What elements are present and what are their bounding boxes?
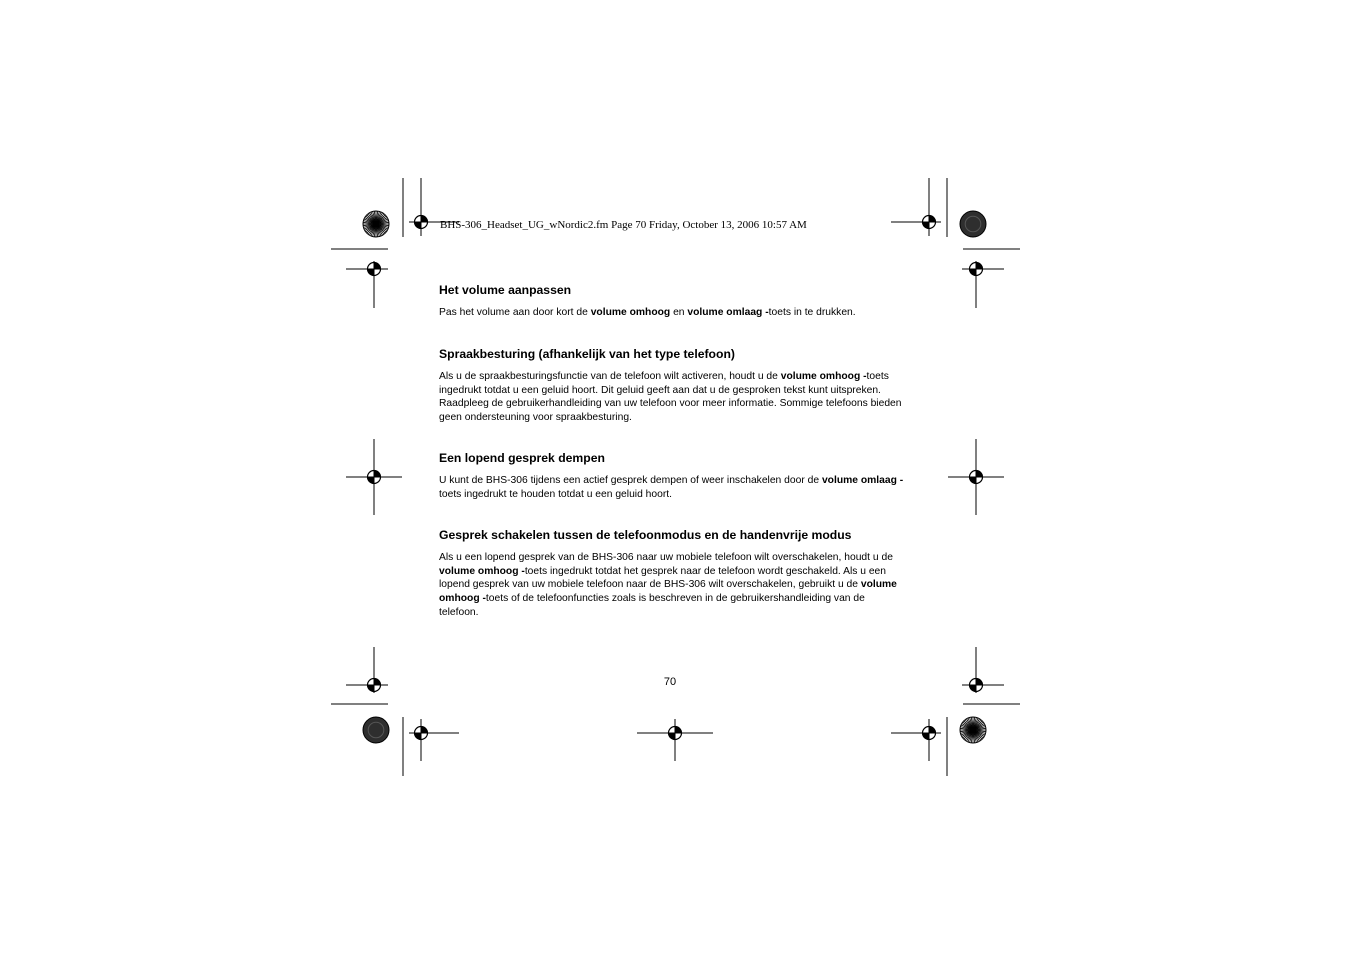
target-quadrant bbox=[929, 216, 936, 223]
target-quadrant bbox=[929, 727, 936, 734]
target-quadrant bbox=[368, 685, 375, 692]
section-paragraph: U kunt de BHS-306 tijdens een actief gesprek dempen of weer inschakelen door de volume omlaag -toets ingedrukt te houden totdat u een geluid hoort. bbox=[439, 475, 904, 500]
section-switch-mode bbox=[439, 527, 905, 620]
section-paragraph: Pas het volume aan door kort de volume omhoog en volume omlaag -toets in te drukken. bbox=[439, 307, 856, 318]
target-quadrant bbox=[368, 269, 375, 276]
target-quadrant bbox=[976, 679, 983, 686]
target-quadrant bbox=[415, 733, 422, 740]
section-volume bbox=[439, 282, 905, 320]
target-quadrant bbox=[970, 477, 977, 484]
gray-disc-icon bbox=[363, 717, 389, 743]
target-quadrant bbox=[368, 477, 375, 484]
file-info-header: BHS-306_Headset_UG_wNordic2.fm Page 70 Friday, October 13, 2006 10:57 AM bbox=[440, 219, 807, 231]
target-quadrant bbox=[976, 471, 983, 478]
section-heading: Het volume aanpassen bbox=[439, 283, 572, 297]
target-quadrant bbox=[669, 733, 676, 740]
section-voice-control bbox=[439, 346, 905, 425]
section-heading: Een lopend gesprek dempen bbox=[439, 451, 605, 465]
target-quadrant bbox=[970, 685, 977, 692]
target-quadrant bbox=[374, 679, 381, 686]
target-quadrant bbox=[923, 222, 930, 229]
gray-disc-icon bbox=[960, 211, 986, 237]
target-quadrant bbox=[374, 471, 381, 478]
target-quadrant bbox=[675, 727, 682, 734]
section-mute bbox=[439, 450, 905, 501]
section-heading: Spraakbesturing (afhankelijk van het type telefoon) bbox=[439, 347, 735, 361]
target-quadrant bbox=[976, 263, 983, 270]
target-quadrant bbox=[970, 269, 977, 276]
target-quadrant bbox=[421, 727, 428, 734]
target-quadrant bbox=[415, 222, 422, 229]
section-paragraph: Als u de spraakbesturingsfunctie van de telefoon wilt activeren, houdt u de volume omhoog -toets ingedrukt totdat u een geluid hoort. Dit geluid geeft aan dat u de gesproken tekst kunt uitspreken. Raadpleeg de gebruikerhandleiding van uw telefoon voor meer informatie. Sommige telefoons bieden geen ondersteuning voor spraakbesturing. bbox=[439, 371, 902, 424]
section-paragraph: Als u een lopend gesprek van de BHS-306 naar uw mobiele telefoon wilt overschakelen, houdt u de volume omhoog -toets ingedrukt totdat het gesprek naar de telefoon wordt geschakeld. Als u een lopend gesprek van uw mobiele telefoon naar de BHS-306 wilt overschakelen, gebruikt u de volume omhoog -toets of de telefoonfuncties zoals is beschreven in de gebruikershandleiding van de telefoon. bbox=[439, 552, 897, 618]
page-number: 70 bbox=[663, 676, 677, 688]
target-quadrant bbox=[374, 263, 381, 270]
target-quadrant bbox=[923, 733, 930, 740]
section-heading: Gesprek schakelen tussen de telefoonmodus en de handenvrije modus bbox=[439, 528, 852, 542]
target-quadrant bbox=[421, 216, 428, 223]
